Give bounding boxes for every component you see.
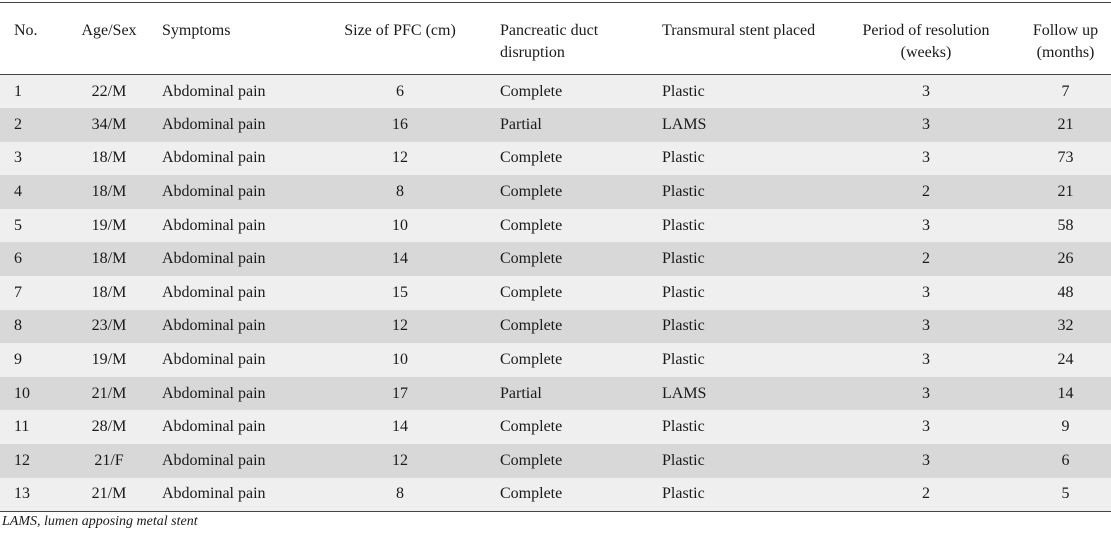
table-row [0, 142, 1111, 176]
cell-size-pfc: 12 [392, 451, 408, 469]
cell-symptoms: Abdominal pain [162, 384, 266, 402]
cell-symptoms: Abdominal pain [162, 216, 266, 234]
cell-no: 13 [0, 478, 62, 512]
cell-age-sex: 19/M [91, 216, 127, 234]
cell-symptoms: Abdominal pain [162, 183, 266, 201]
cell-resolution: 3 [922, 418, 930, 436]
cell-stent: Plastic [662, 317, 705, 335]
data-table [0, 2, 1111, 512]
cell-symptoms: Abdominal pain [162, 82, 266, 100]
cell-no: 5 [14, 216, 22, 234]
cell-follow-up: 73 [1057, 149, 1074, 167]
cell-duct-disruption: Complete [500, 250, 563, 268]
cell-stent: Plastic [662, 283, 705, 301]
table-row [0, 310, 1111, 344]
cell-age-sex: 21/M [62, 478, 156, 512]
cell-symptoms: Abdominal pain [162, 149, 266, 167]
cell-duct-disruption: Complete [500, 451, 563, 469]
cell-no: 3 [14, 149, 22, 167]
cell-resolution: 3 [922, 216, 930, 234]
cell-no: 7 [14, 283, 22, 301]
cell-size-pfc: 17 [392, 384, 408, 402]
cell-stent: Plastic [656, 478, 832, 512]
table-row [0, 410, 1111, 444]
cell-follow-up: 6 [1061, 451, 1070, 469]
header-no: No. [0, 3, 62, 75]
header-row [0, 3, 1111, 75]
cell-stent: Plastic [662, 216, 705, 234]
cell-size-pfc: 12 [392, 149, 408, 167]
header-resolution: Period of resolution (weeks) [832, 3, 1020, 75]
cell-stent: Plastic [662, 250, 705, 268]
cell-age-sex: 19/M [91, 351, 127, 369]
cell-size-pfc: 12 [392, 317, 408, 335]
cell-stent: Plastic [662, 82, 705, 100]
cell-resolution: 3 [922, 283, 930, 301]
cell-follow-up: 21 [1057, 183, 1074, 201]
cell-resolution: 2 [922, 183, 930, 201]
cell-duct-disruption: Partial [500, 115, 542, 133]
header-stent: Transmural stent placed [656, 3, 832, 75]
cell-age-sex: 22/M [91, 82, 127, 100]
cell-follow-up: 21 [1057, 115, 1074, 133]
footnote: LAMS, lumen apposing metal stent [2, 514, 198, 529]
header-age-sex: Age/Sex [62, 3, 156, 75]
cell-duct-disruption: Complete [494, 478, 656, 512]
cell-resolution: 3 [922, 115, 930, 133]
cell-duct-disruption: Complete [500, 149, 563, 167]
cell-duct-disruption: Complete [500, 351, 563, 369]
cell-age-sex: 23/M [91, 317, 127, 335]
cell-follow-up: 14 [1057, 384, 1074, 402]
cell-follow-up: 26 [1057, 250, 1074, 268]
table-row [0, 175, 1111, 209]
cell-age-sex: 18/M [91, 183, 127, 201]
table-row [0, 377, 1111, 411]
cell-no: 2 [14, 115, 22, 133]
cell-duct-disruption: Complete [500, 317, 563, 335]
cell-stent: Plastic [662, 351, 705, 369]
cell-size-pfc: 10 [392, 216, 408, 234]
table-row [0, 75, 1111, 109]
cell-size-pfc: 16 [392, 115, 408, 133]
cell-symptoms: Abdominal pain [162, 351, 266, 369]
cell-age-sex: 34/M [91, 115, 127, 133]
cell-stent: Plastic [662, 451, 705, 469]
table-body [0, 75, 1111, 512]
cell-duct-disruption: Partial [500, 384, 542, 402]
cell-size-pfc: 8 [306, 478, 494, 512]
cell-stent: Plastic [662, 149, 705, 167]
table-row [0, 276, 1111, 310]
cell-size-pfc: 6 [396, 82, 404, 100]
cell-stent: Plastic [662, 183, 705, 201]
cell-no: 6 [14, 250, 22, 268]
cell-no: 1 [14, 82, 22, 100]
cell-size-pfc: 8 [396, 183, 404, 201]
cell-duct-disruption: Complete [500, 82, 563, 100]
cell-age-sex: 18/M [91, 149, 127, 167]
cell-no: 9 [14, 351, 22, 369]
table-row [0, 242, 1111, 276]
cell-resolution: 3 [922, 351, 930, 369]
cell-symptoms: Abdominal pain [162, 451, 266, 469]
cell-stent: Plastic [662, 418, 705, 436]
cell-duct-disruption: Complete [500, 216, 563, 234]
cell-no: 8 [14, 317, 22, 335]
header-symptoms: Symptoms [156, 3, 306, 75]
cell-follow-up: 32 [1057, 317, 1074, 335]
cell-symptoms: Abdominal pain [162, 317, 266, 335]
cell-follow-up: 24 [1057, 351, 1074, 369]
cell-age-sex: 18/M [91, 283, 127, 301]
cell-duct-disruption: Complete [500, 183, 563, 201]
cell-size-pfc: 10 [392, 351, 408, 369]
cell-size-pfc: 14 [392, 250, 408, 268]
cell-duct-disruption: Complete [500, 283, 563, 301]
cell-no: 12 [14, 451, 30, 469]
cell-resolution: 3 [922, 317, 930, 335]
cell-no: 10 [14, 384, 30, 402]
cell-symptoms: Abdominal pain [162, 418, 266, 436]
cell-stent: LAMS [662, 384, 707, 402]
table-row [0, 343, 1111, 377]
cell-follow-up: 7 [1061, 82, 1070, 100]
cell-resolution: 2 [922, 250, 930, 268]
header-duct-disruption: Pancreatic duct disruption [494, 3, 656, 75]
cell-symptoms: Abdominal pain [162, 250, 266, 268]
header-follow-up: Follow up (months) [1020, 3, 1111, 75]
cell-resolution: 2 [832, 478, 1020, 512]
header-size-pfc: Size of PFC (cm) [306, 3, 494, 75]
cell-age-sex: 21/M [91, 384, 127, 402]
table-row [0, 209, 1111, 243]
cell-age-sex: 18/M [91, 250, 127, 268]
cell-follow-up: 48 [1057, 283, 1074, 301]
cell-no: 11 [14, 418, 30, 436]
cell-stent: LAMS [662, 115, 707, 133]
cell-symptoms: Abdominal pain [156, 478, 306, 512]
cell-size-pfc: 15 [392, 283, 408, 301]
cell-resolution: 3 [922, 451, 930, 469]
cell-resolution: 3 [922, 384, 930, 402]
cell-age-sex: 21/F [94, 451, 124, 469]
cell-symptoms: Abdominal pain [162, 115, 266, 133]
cell-symptoms: Abdominal pain [162, 283, 266, 301]
cell-no: 4 [14, 183, 22, 201]
table-row [0, 108, 1111, 142]
cell-follow-up: 5 [1020, 478, 1111, 512]
cell-age-sex: 28/M [91, 418, 127, 436]
cell-resolution: 3 [922, 149, 930, 167]
cell-follow-up: 58 [1057, 216, 1074, 234]
cell-duct-disruption: Complete [500, 418, 563, 436]
table-row [0, 478, 1111, 512]
cell-resolution: 3 [922, 82, 930, 100]
table-row [0, 444, 1111, 478]
cell-size-pfc: 14 [392, 418, 408, 436]
cell-follow-up: 9 [1061, 418, 1070, 436]
